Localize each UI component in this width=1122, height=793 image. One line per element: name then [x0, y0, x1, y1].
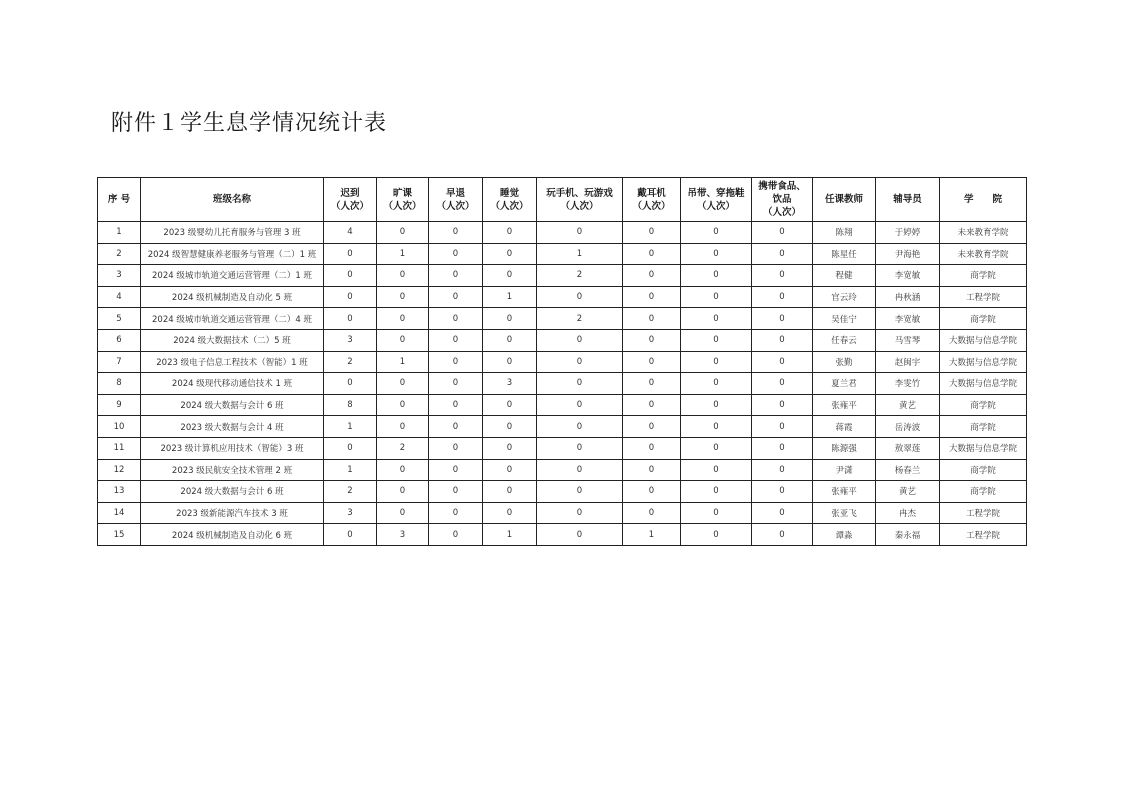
cell-absent: 0 [377, 265, 429, 287]
cell-phone-gaming: 0 [537, 286, 623, 308]
cell-college: 未来教育学院 [940, 243, 1027, 265]
cell-teacher: 张亚飞 [813, 502, 876, 524]
cell-late: 0 [324, 437, 377, 459]
cell-college: 商学院 [940, 394, 1027, 416]
cell-counselor: 黄艺 [876, 394, 940, 416]
header-index [98, 178, 141, 222]
cell-food-drink: 0 [752, 437, 813, 459]
cell-slippers: 0 [681, 329, 752, 351]
table-row [98, 265, 1027, 287]
cell-phone-gaming: 0 [537, 416, 623, 438]
header-absent-line: 旷课 [392, 187, 412, 199]
cell-absent: 0 [377, 416, 429, 438]
cell-sleeping: 1 [483, 524, 537, 546]
cell-absent: 0 [377, 222, 429, 244]
cell-early-leave: 0 [429, 481, 483, 503]
cell-class-name: 2023 级婴幼儿托育服务与管理 3 班 [141, 222, 324, 244]
cell-index: 11 [98, 437, 141, 459]
cell-phone-gaming: 0 [537, 481, 623, 503]
cell-late: 0 [324, 243, 377, 265]
cell-index: 3 [98, 265, 141, 287]
document-title: 附件１学生息学情况统计表 [111, 111, 388, 136]
cell-early-leave: 0 [429, 416, 483, 438]
header-teacher [813, 178, 876, 222]
cell-slippers: 0 [681, 373, 752, 395]
cell-earphones: 0 [623, 265, 681, 287]
cell-college: 大数据与信息学院 [940, 373, 1027, 395]
cell-teacher: 程健 [813, 265, 876, 287]
cell-slippers: 0 [681, 481, 752, 503]
header-earphones-line: 戴耳机 [637, 187, 666, 199]
cell-counselor: 敖翠莲 [876, 437, 940, 459]
table-row [98, 243, 1027, 265]
header-earphones-line: （人次） [632, 200, 671, 212]
header-class-name-line: 班级名称 [212, 194, 251, 205]
cell-late: 1 [324, 416, 377, 438]
header-class-name [141, 178, 324, 222]
cell-slippers: 0 [681, 265, 752, 287]
cell-counselor: 于婷婷 [876, 222, 940, 244]
cell-counselor: 李宽敏 [876, 265, 940, 287]
cell-absent: 1 [377, 243, 429, 265]
cell-late: 0 [324, 524, 377, 546]
cell-index: 13 [98, 481, 141, 503]
cell-absent: 0 [377, 329, 429, 351]
cell-counselor: 赵闽宇 [876, 351, 940, 373]
cell-class-name: 2023 级民航安全技术管理 2 班 [141, 459, 324, 481]
cell-food-drink: 0 [752, 394, 813, 416]
cell-sleeping: 3 [483, 373, 537, 395]
cell-slippers: 0 [681, 286, 752, 308]
cell-sleeping: 0 [483, 243, 537, 265]
cell-index: 7 [98, 351, 141, 373]
cell-early-leave: 0 [429, 265, 483, 287]
cell-phone-gaming: 1 [537, 243, 623, 265]
cell-early-leave: 0 [429, 351, 483, 373]
cell-food-drink: 0 [752, 265, 813, 287]
cell-class-name: 2024 级智慧健康养老服务与管理（二）1 班 [141, 243, 324, 265]
cell-counselor: 尹海艳 [876, 243, 940, 265]
header-late-line: 迟到 [340, 187, 360, 199]
cell-index: 15 [98, 524, 141, 546]
cell-class-name: 2024 级现代移动通信技术 1 班 [141, 373, 324, 395]
cell-college: 商学院 [940, 416, 1027, 438]
cell-early-leave: 0 [429, 286, 483, 308]
cell-counselor: 马雪琴 [876, 329, 940, 351]
header-phone-gaming-line: （人次） [560, 200, 599, 212]
cell-food-drink: 0 [752, 502, 813, 524]
cell-teacher: 张雍平 [813, 481, 876, 503]
cell-college: 商学院 [940, 308, 1027, 330]
cell-earphones: 0 [623, 286, 681, 308]
cell-sleeping: 1 [483, 286, 537, 308]
cell-slippers: 0 [681, 437, 752, 459]
cell-counselor: 秦永福 [876, 524, 940, 546]
cell-college: 工程学院 [940, 524, 1027, 546]
header-early-leave [429, 178, 483, 222]
cell-late: 0 [324, 308, 377, 330]
header-teacher-line: 任课教师 [824, 194, 863, 205]
cell-class-name: 2024 级机械制造及自动化 6 班 [141, 524, 324, 546]
header-food-drink-line: （人次） [762, 207, 801, 218]
cell-food-drink: 0 [752, 329, 813, 351]
table-row [98, 351, 1027, 373]
table-row [98, 373, 1027, 395]
cell-teacher: 尹潇 [813, 459, 876, 481]
cell-phone-gaming: 0 [537, 394, 623, 416]
cell-phone-gaming: 0 [537, 459, 623, 481]
cell-late: 0 [324, 265, 377, 287]
table-row [98, 394, 1027, 416]
cell-class-name: 2023 级计算机应用技术（智能）3 班 [141, 437, 324, 459]
cell-teacher: 蒋霞 [813, 416, 876, 438]
cell-class-name: 2024 级城市轨道交通运营管理（二）1 班 [141, 265, 324, 287]
cell-college: 商学院 [940, 481, 1027, 503]
cell-late: 2 [324, 351, 377, 373]
cell-college: 商学院 [940, 459, 1027, 481]
cell-food-drink: 0 [752, 459, 813, 481]
cell-counselor: 冉秋涵 [876, 286, 940, 308]
header-counselor [876, 178, 940, 222]
cell-slippers: 0 [681, 416, 752, 438]
cell-college: 工程学院 [940, 502, 1027, 524]
cell-late: 1 [324, 459, 377, 481]
cell-class-name: 2024 级机械制造及自动化 5 班 [141, 286, 324, 308]
header-absent [377, 178, 429, 222]
table-row [98, 459, 1027, 481]
table-body [98, 222, 1027, 546]
cell-absent: 0 [377, 481, 429, 503]
cell-early-leave: 0 [429, 502, 483, 524]
cell-counselor: 黄艺 [876, 481, 940, 503]
cell-phone-gaming: 0 [537, 351, 623, 373]
cell-class-name: 2023 级新能源汽车技术 3 班 [141, 502, 324, 524]
cell-class-name: 2024 级大数据与会计 6 班 [141, 481, 324, 503]
cell-teacher: 吴佳宁 [813, 308, 876, 330]
cell-food-drink: 0 [752, 222, 813, 244]
cell-absent: 3 [377, 524, 429, 546]
cell-counselor: 冉杰 [876, 502, 940, 524]
cell-earphones: 0 [623, 329, 681, 351]
cell-college: 未来教育学院 [940, 222, 1027, 244]
header-earphones [623, 178, 681, 222]
cell-phone-gaming: 0 [537, 524, 623, 546]
header-early-leave-line: 早退 [445, 187, 465, 199]
cell-counselor: 李雯竹 [876, 373, 940, 395]
cell-index: 5 [98, 308, 141, 330]
cell-slippers: 0 [681, 524, 752, 546]
cell-early-leave: 0 [429, 459, 483, 481]
cell-phone-gaming: 2 [537, 265, 623, 287]
header-slippers-line: （人次） [696, 200, 735, 212]
cell-teacher: 任春云 [813, 329, 876, 351]
table-row [98, 502, 1027, 524]
cell-late: 8 [324, 394, 377, 416]
table-row [98, 416, 1027, 438]
cell-early-leave: 0 [429, 329, 483, 351]
cell-sleeping: 0 [483, 437, 537, 459]
cell-index: 4 [98, 286, 141, 308]
header-counselor-line: 辅导员 [893, 194, 922, 205]
cell-class-name: 2024 级大数据技术（二）5 班 [141, 329, 324, 351]
table-row [98, 437, 1027, 459]
cell-counselor: 岳涛波 [876, 416, 940, 438]
table-row [98, 222, 1027, 244]
cell-absent: 1 [377, 351, 429, 373]
cell-early-leave: 0 [429, 222, 483, 244]
cell-food-drink: 0 [752, 308, 813, 330]
cell-absent: 0 [377, 308, 429, 330]
cell-college: 大数据与信息学院 [940, 351, 1027, 373]
header-late-line: （人次） [330, 200, 369, 212]
cell-late: 0 [324, 373, 377, 395]
header-food-drink-line: 饮品 [772, 194, 792, 205]
cell-slippers: 0 [681, 502, 752, 524]
cell-class-name: 2024 级大数据与会计 6 班 [141, 394, 324, 416]
cell-slippers: 0 [681, 394, 752, 416]
cell-college: 大数据与信息学院 [940, 437, 1027, 459]
header-sleeping-line: 睡觉 [499, 187, 519, 199]
cell-sleeping: 0 [483, 416, 537, 438]
cell-sleeping: 0 [483, 329, 537, 351]
cell-earphones: 0 [623, 243, 681, 265]
cell-early-leave: 0 [429, 524, 483, 546]
cell-sleeping: 0 [483, 265, 537, 287]
cell-teacher: 张勤 [813, 351, 876, 373]
cell-counselor: 杨春兰 [876, 459, 940, 481]
header-absent-line: （人次） [383, 200, 422, 212]
cell-sleeping: 0 [483, 481, 537, 503]
cell-absent: 0 [377, 502, 429, 524]
cell-food-drink: 0 [752, 481, 813, 503]
cell-earphones: 0 [623, 394, 681, 416]
cell-late: 3 [324, 329, 377, 351]
cell-food-drink: 0 [752, 286, 813, 308]
cell-earphones: 0 [623, 459, 681, 481]
cell-absent: 0 [377, 459, 429, 481]
cell-absent: 2 [377, 437, 429, 459]
cell-food-drink: 0 [752, 524, 813, 546]
cell-phone-gaming: 0 [537, 329, 623, 351]
cell-phone-gaming: 0 [537, 437, 623, 459]
header-phone-gaming [537, 178, 623, 222]
table-row [98, 286, 1027, 308]
statistics-table [97, 177, 1027, 546]
cell-college: 大数据与信息学院 [940, 329, 1027, 351]
cell-college: 工程学院 [940, 286, 1027, 308]
cell-sleeping: 0 [483, 308, 537, 330]
cell-college: 商学院 [940, 265, 1027, 287]
cell-index: 10 [98, 416, 141, 438]
cell-phone-gaming: 0 [537, 222, 623, 244]
cell-late: 0 [324, 286, 377, 308]
cell-food-drink: 0 [752, 351, 813, 373]
cell-phone-gaming: 0 [537, 373, 623, 395]
cell-early-leave: 0 [429, 373, 483, 395]
cell-earphones: 0 [623, 351, 681, 373]
table-row [98, 308, 1027, 330]
cell-slippers: 0 [681, 308, 752, 330]
header-row [98, 178, 1027, 222]
header-index-line: 序 号 [107, 194, 131, 205]
header-college-line: 学 院 [963, 194, 1002, 205]
cell-absent: 0 [377, 373, 429, 395]
table-row [98, 329, 1027, 351]
cell-phone-gaming: 0 [537, 502, 623, 524]
cell-late: 2 [324, 481, 377, 503]
header-sleeping-line: （人次） [490, 200, 529, 212]
header-phone-gaming-line: 玩手机、玩游戏 [546, 187, 613, 199]
cell-earphones: 0 [623, 481, 681, 503]
cell-sleeping: 0 [483, 459, 537, 481]
header-late [324, 178, 377, 222]
cell-class-name: 2024 级城市轨道交通运营管理（二）4 班 [141, 308, 324, 330]
cell-earphones: 1 [623, 524, 681, 546]
cell-earphones: 0 [623, 373, 681, 395]
cell-index: 14 [98, 502, 141, 524]
cell-earphones: 0 [623, 437, 681, 459]
cell-early-leave: 0 [429, 308, 483, 330]
header-college [940, 178, 1027, 222]
cell-absent: 0 [377, 394, 429, 416]
cell-class-name: 2023 级电子信息工程技术（智能）1 班 [141, 351, 324, 373]
cell-late: 4 [324, 222, 377, 244]
header-food-drink-line: 携带食品、 [758, 181, 806, 192]
cell-teacher: 陈翔 [813, 222, 876, 244]
cell-index: 2 [98, 243, 141, 265]
header-sleeping [483, 178, 537, 222]
cell-slippers: 0 [681, 243, 752, 265]
cell-teacher: 谭淼 [813, 524, 876, 546]
cell-counselor: 李宽敏 [876, 308, 940, 330]
cell-early-leave: 0 [429, 394, 483, 416]
cell-food-drink: 0 [752, 416, 813, 438]
cell-index: 12 [98, 459, 141, 481]
cell-sleeping: 0 [483, 394, 537, 416]
header-slippers [681, 178, 752, 222]
cell-slippers: 0 [681, 459, 752, 481]
header-slippers-line: 吊带、穿拖鞋 [687, 187, 745, 199]
cell-earphones: 0 [623, 416, 681, 438]
cell-earphones: 0 [623, 222, 681, 244]
cell-teacher: 官云玲 [813, 286, 876, 308]
cell-late: 3 [324, 502, 377, 524]
cell-teacher: 陈源强 [813, 437, 876, 459]
cell-food-drink: 0 [752, 373, 813, 395]
header-early-leave-line: （人次） [436, 200, 475, 212]
cell-teacher: 陈星任 [813, 243, 876, 265]
cell-early-leave: 0 [429, 437, 483, 459]
cell-absent: 0 [377, 286, 429, 308]
cell-sleeping: 0 [483, 351, 537, 373]
cell-teacher: 夏兰君 [813, 373, 876, 395]
cell-slippers: 0 [681, 222, 752, 244]
cell-early-leave: 0 [429, 243, 483, 265]
header-food-drink [752, 178, 813, 222]
cell-sleeping: 0 [483, 222, 537, 244]
cell-sleeping: 0 [483, 502, 537, 524]
table-row [98, 481, 1027, 503]
cell-slippers: 0 [681, 351, 752, 373]
cell-phone-gaming: 2 [537, 308, 623, 330]
cell-earphones: 0 [623, 502, 681, 524]
cell-teacher: 张雍平 [813, 394, 876, 416]
cell-index: 8 [98, 373, 141, 395]
table-row [98, 524, 1027, 546]
cell-earphones: 0 [623, 308, 681, 330]
cell-class-name: 2023 级大数据与会计 4 班 [141, 416, 324, 438]
cell-food-drink: 0 [752, 243, 813, 265]
cell-index: 6 [98, 329, 141, 351]
cell-index: 1 [98, 222, 141, 244]
cell-index: 9 [98, 394, 141, 416]
